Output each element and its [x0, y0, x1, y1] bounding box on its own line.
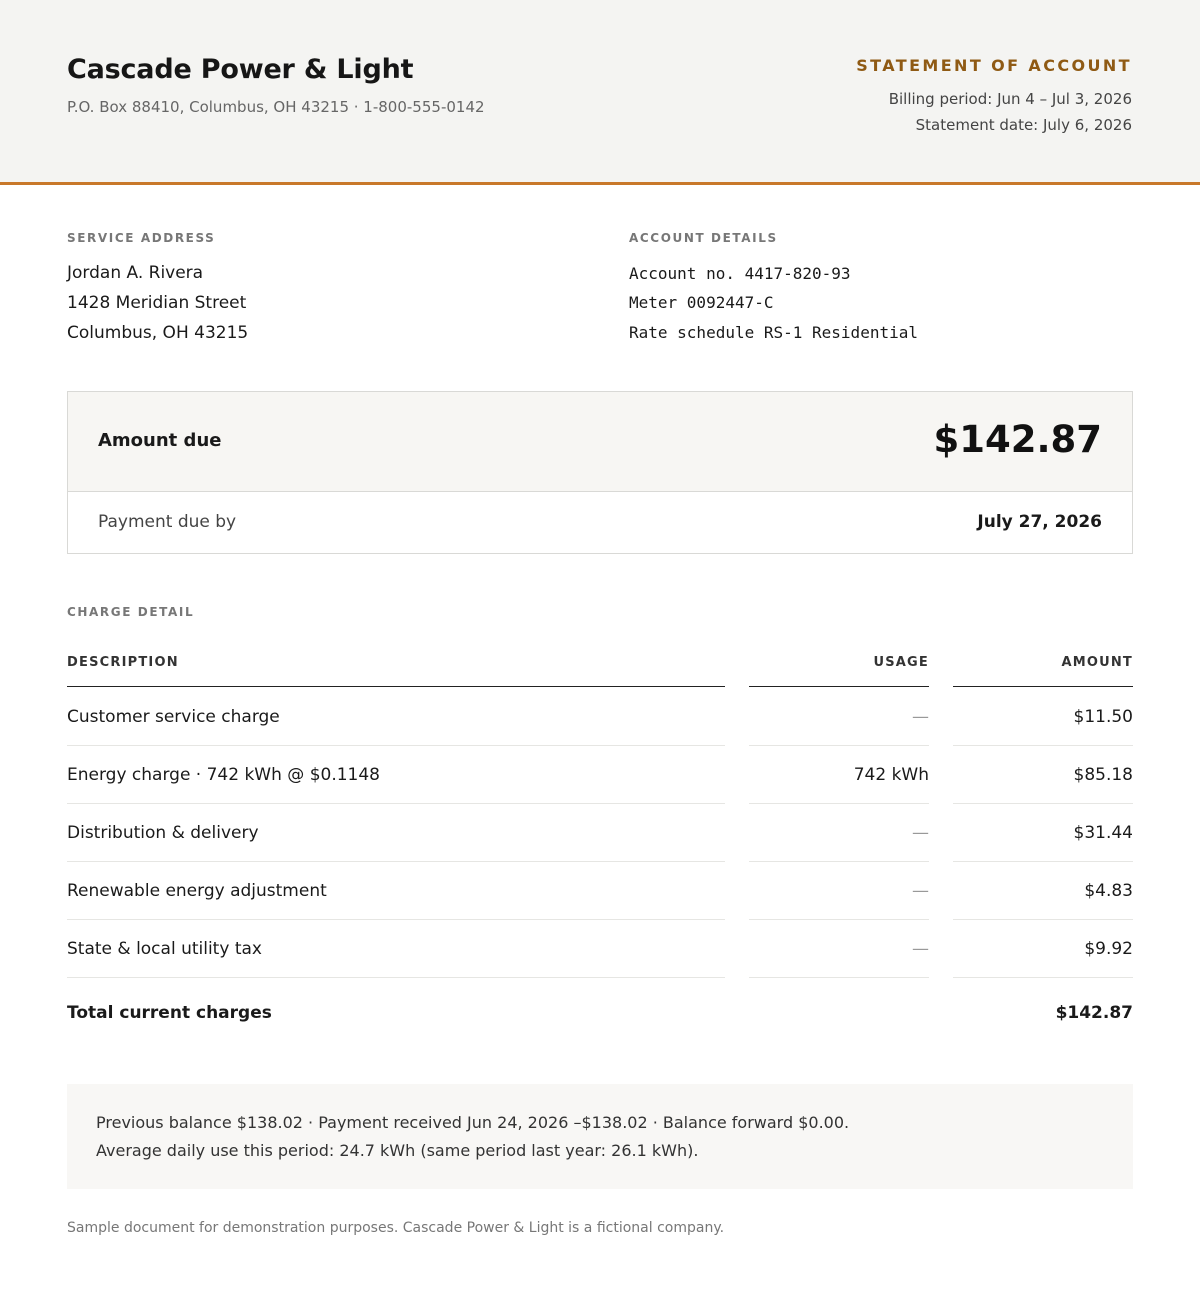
total-label: Total current charges — [67, 1003, 272, 1023]
statement-title: STATEMENT OF ACCOUNT — [856, 56, 1132, 75]
account-details-label: ACCOUNT DETAILS — [629, 231, 778, 245]
header-rule-description — [67, 686, 725, 687]
payment-due-label: Payment due by — [98, 512, 237, 532]
column-header-usage: USAGE — [873, 655, 929, 670]
service-address-label: SERVICE ADDRESS — [67, 231, 216, 245]
service-address-name: Jordan A. Rivera — [67, 263, 204, 283]
account-number: Account no. 4417-820-93 — [629, 264, 851, 283]
row-divider — [67, 919, 725, 920]
row-divider — [749, 745, 929, 746]
charge-amount: $85.18 — [1073, 765, 1133, 785]
row-divider — [749, 919, 929, 920]
balance-note-box — [67, 1084, 1133, 1189]
row-divider — [953, 745, 1133, 746]
balance-note: Previous balance $138.02 · Payment received Jun 24, 2026 –$138.02 · Balance forward $0.00. — [96, 1113, 850, 1132]
row-divider — [67, 803, 725, 804]
rate-schedule: Rate schedule RS-1 Residential — [629, 323, 918, 342]
charge-amount: $9.92 — [1084, 939, 1133, 959]
charge-usage: — — [912, 823, 929, 843]
row-divider — [67, 861, 725, 862]
charge-amount: $31.44 — [1073, 823, 1133, 843]
row-divider — [953, 861, 1133, 862]
row-divider — [749, 977, 929, 978]
row-divider — [749, 861, 929, 862]
charge-usage: 742 kWh — [853, 765, 929, 785]
payment-due-date: July 27, 2026 — [977, 512, 1102, 532]
service-address-city: Columbus, OH 43215 — [67, 323, 249, 343]
charge-amount: $4.83 — [1084, 881, 1133, 901]
row-divider — [953, 919, 1133, 920]
charge-usage: — — [912, 881, 929, 901]
charge-description: Renewable energy adjustment — [67, 881, 327, 901]
company-name: Cascade Power & Light — [67, 54, 414, 85]
total-value: $142.87 — [1055, 1003, 1133, 1023]
header-rule-usage — [749, 686, 929, 687]
service-address-street: 1428 Meridian Street — [67, 293, 247, 313]
charge-amount: $11.50 — [1073, 707, 1133, 727]
amount-due-label: Amount due — [98, 430, 222, 451]
charge-description: Customer service charge — [67, 707, 280, 727]
statement-header — [0, 0, 1200, 185]
column-header-amount: AMOUNT — [1061, 655, 1133, 670]
column-header-description: DESCRIPTION — [67, 655, 179, 670]
row-divider — [953, 977, 1133, 978]
statement-date: Statement date: July 6, 2026 — [915, 116, 1132, 134]
footer-disclaimer: Sample document for demonstration purposes. Cascade Power & Light is a fictional company. — [67, 1220, 725, 1236]
usage-note: Average daily use this period: 24.7 kWh (same period last year: 26.1 kWh). — [96, 1141, 699, 1160]
charge-description: Distribution & delivery — [67, 823, 259, 843]
charge-usage: — — [912, 707, 929, 727]
billing-period: Billing period: Jun 4 – Jul 3, 2026 — [888, 90, 1132, 108]
row-divider — [953, 803, 1133, 804]
row-divider — [67, 745, 725, 746]
amount-due-row — [68, 392, 1132, 492]
amount-due-box — [67, 391, 1133, 554]
charge-detail-label: CHARGE DETAIL — [67, 605, 195, 619]
meter-number: Meter 0092447-C — [629, 293, 774, 312]
header-rule-amount — [953, 686, 1133, 687]
company-address: P.O. Box 88410, Columbus, OH 43215 · 1-800-555-0142 — [67, 98, 485, 116]
charge-description: State & local utility tax — [67, 939, 262, 959]
charge-description: Energy charge · 742 kWh @ $0.1148 — [67, 765, 380, 785]
row-divider — [67, 977, 725, 978]
amount-due-value: $142.87 — [933, 418, 1102, 461]
row-divider — [749, 803, 929, 804]
charge-usage: — — [912, 939, 929, 959]
